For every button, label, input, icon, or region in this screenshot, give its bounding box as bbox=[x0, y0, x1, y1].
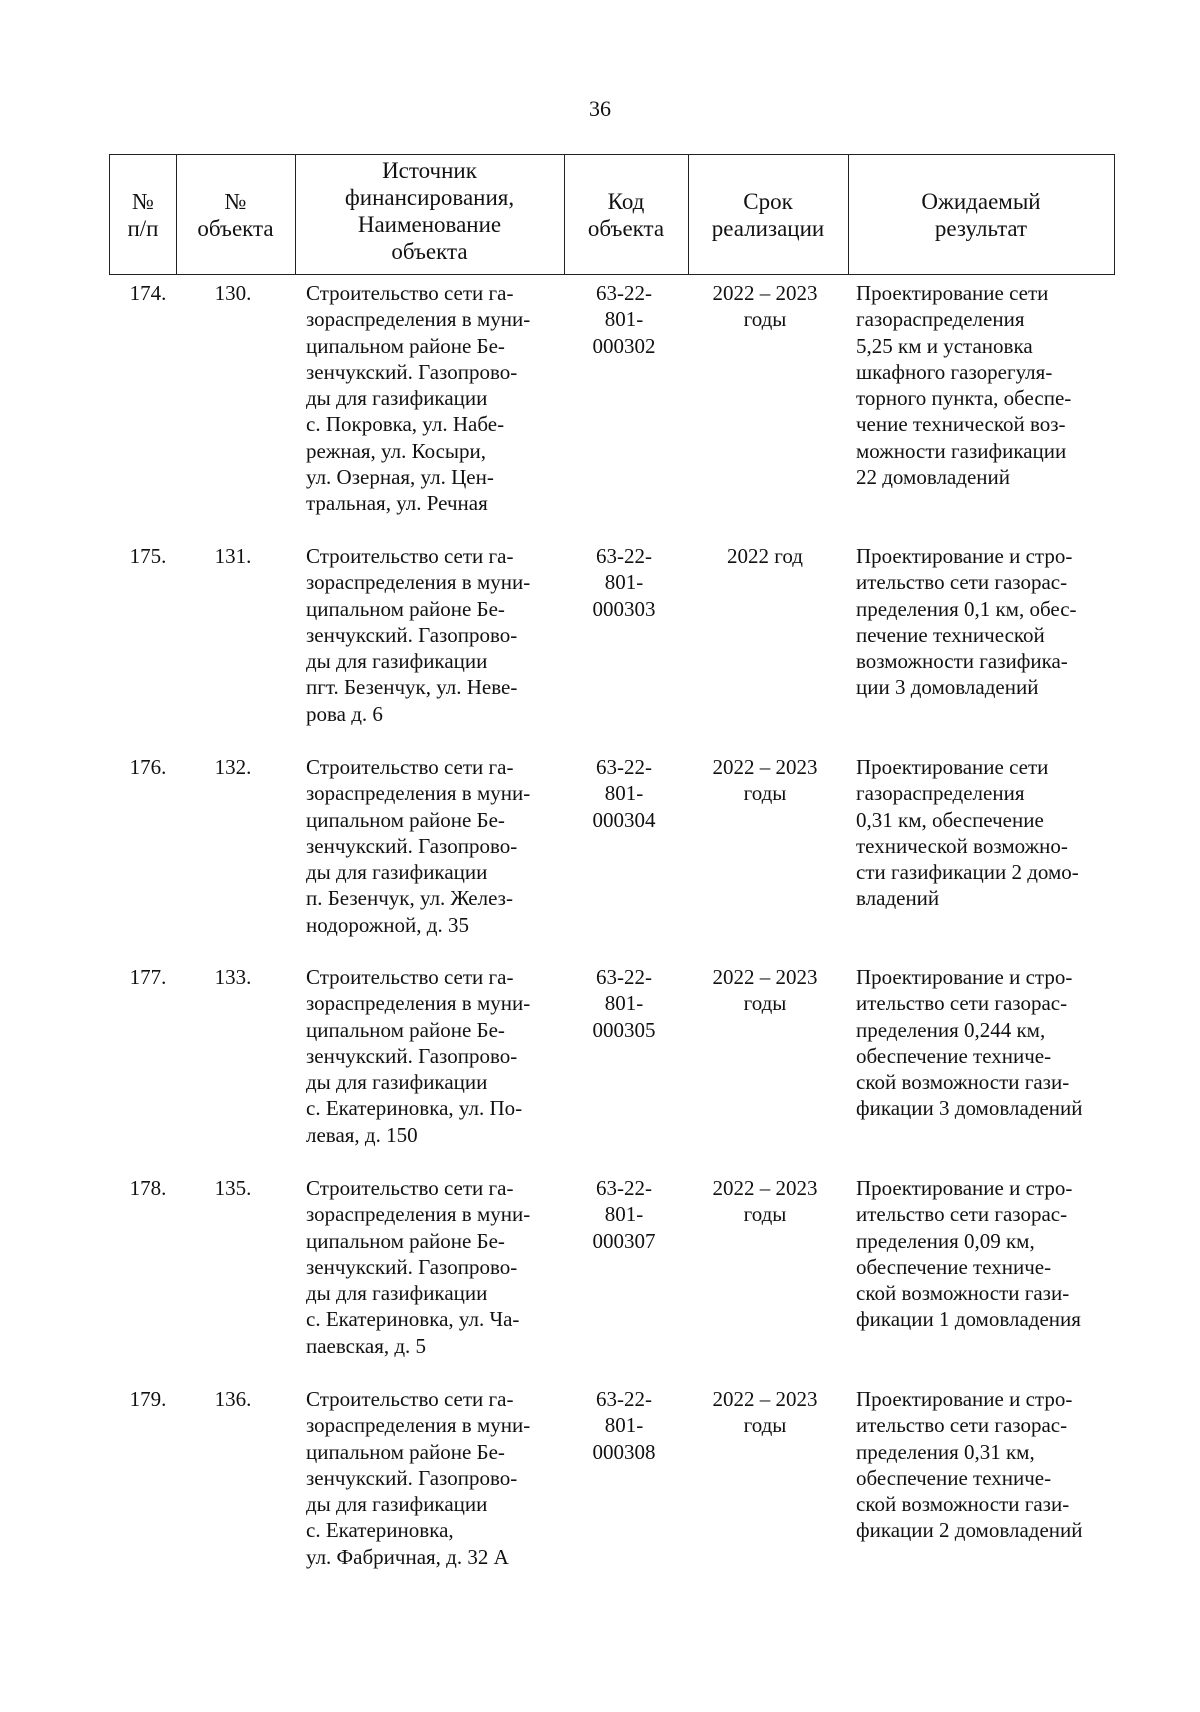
row-number: 178. bbox=[129, 1176, 167, 1200]
expected-result: Проектирование и стро- ительство сети газорас- пределения 0,1 км, обес- печение технической возможности газифика- ции 3 домовладений bbox=[856, 544, 1077, 700]
header-funding-source bbox=[295, 155, 564, 274]
object-name: Строительство сети га- зораспределения в муни- ципальном районе Бе- зенчукский. Газопрово- ды для газификации п. Безенчук, ул. Желез- нодорожной, д. 35 bbox=[306, 755, 531, 937]
row-number: 179. bbox=[129, 1387, 167, 1411]
header-object-number bbox=[176, 155, 295, 274]
object-name: Строительство сети га- зораспределения в муни- ципальном районе Бе- зенчукский. Газопрово- ды для газификации с. Екатериновка, ул. Фабричная, д. 32 А bbox=[306, 1387, 531, 1569]
header-row-number-text: № п/п bbox=[127, 188, 159, 241]
object-name: Строительство сети га- зораспределения в муни- ципальном районе Бе- зенчукский. Газопрово- ды для газификации с. Екатериновка, ул. Ча- паевская, д. 5 bbox=[306, 1176, 531, 1358]
header-object-number-text: № объекта bbox=[197, 188, 274, 241]
object-number: 135. bbox=[214, 1176, 252, 1200]
implementation-term: 2022 год bbox=[727, 544, 803, 568]
header-funding-source-text: Источник финансирования, Наименование объекта bbox=[344, 158, 515, 264]
table-header bbox=[109, 154, 1115, 275]
row-number: 174. bbox=[129, 281, 167, 305]
header-object-code-text: Код объекта bbox=[587, 188, 665, 241]
page-number: 36 bbox=[589, 96, 611, 121]
expected-result: Проектирование сети газораспределения 5,25 км и установка шкафного газорегуля- торного пункта, обеспе- чение технической воз- можности газификации 22 домовладений bbox=[856, 281, 1072, 490]
object-name: Строительство сети га- зораспределения в муни- ципальном районе Бе- зенчукский. Газопрово- ды для газификации с. Екатериновка, ул. По- левая, д. 150 bbox=[306, 965, 531, 1147]
object-code: 63-22- 801- 000303 bbox=[592, 544, 656, 621]
object-code: 63-22- 801- 000308 bbox=[592, 1387, 656, 1464]
object-code: 63-22- 801- 000307 bbox=[592, 1176, 656, 1253]
object-number: 133. bbox=[214, 965, 252, 989]
object-name: Строительство сети га- зораспределения в муни- ципальном районе Бе- зенчукский. Газопрово- ды для газификации с. Покровка, ул. Набе- режная, ул. Косыри, ул. Озерная, ул. Цен- тральная, ул. Речная bbox=[306, 281, 531, 516]
row-number: 176. bbox=[129, 755, 167, 779]
expected-result: Проектирование и стро- ительство сети газорас- пределения 0,09 км, обеспечение техниче- ской возможности гази- фикации 1 домовладения bbox=[856, 1176, 1081, 1332]
header-implementation-term-text: Срок реализации bbox=[711, 188, 825, 241]
header-object-code bbox=[564, 155, 688, 274]
object-number: 131. bbox=[214, 544, 252, 568]
expected-result: Проектирование сети газораспределения 0,31 км, обеспечение технической возможно- сти газификации 2 домо- владений bbox=[856, 755, 1079, 911]
header-implementation-term bbox=[688, 155, 848, 274]
object-number: 136. bbox=[214, 1387, 252, 1411]
row-number: 175. bbox=[129, 544, 167, 568]
row-number: 177. bbox=[129, 965, 167, 989]
header-expected-result-text: Ожидаемый результат bbox=[921, 188, 1041, 241]
implementation-term: 2022 – 2023 годы bbox=[712, 1387, 818, 1438]
implementation-term: 2022 – 2023 годы bbox=[712, 965, 818, 1016]
object-number: 130. bbox=[214, 281, 252, 305]
object-code: 63-22- 801- 000305 bbox=[592, 965, 656, 1042]
object-name: Строительство сети га- зораспределения в муни- ципальном районе Бе- зенчукский. Газопрово- ды для газификации пгт. Безенчук, ул. Неве- рова д. 6 bbox=[306, 544, 531, 726]
object-code: 63-22- 801- 000302 bbox=[592, 281, 656, 358]
implementation-term: 2022 – 2023 годы bbox=[712, 281, 818, 332]
expected-result: Проектирование и стро- ительство сети газорас- пределения 0,31 км, обеспечение техниче- ской возможности гази- фикации 2 домовладений bbox=[856, 1387, 1083, 1543]
header-expected-result bbox=[848, 155, 1114, 274]
header-row-number bbox=[110, 155, 176, 274]
object-code: 63-22- 801- 000304 bbox=[592, 755, 656, 832]
object-number: 132. bbox=[214, 755, 252, 779]
expected-result: Проектирование и стро- ительство сети газорас- пределения 0,244 км, обеспечение техниче- ской возможности гази- фикации 3 домовладений bbox=[856, 965, 1083, 1121]
implementation-term: 2022 – 2023 годы bbox=[712, 1176, 818, 1227]
implementation-term: 2022 – 2023 годы bbox=[712, 755, 818, 806]
